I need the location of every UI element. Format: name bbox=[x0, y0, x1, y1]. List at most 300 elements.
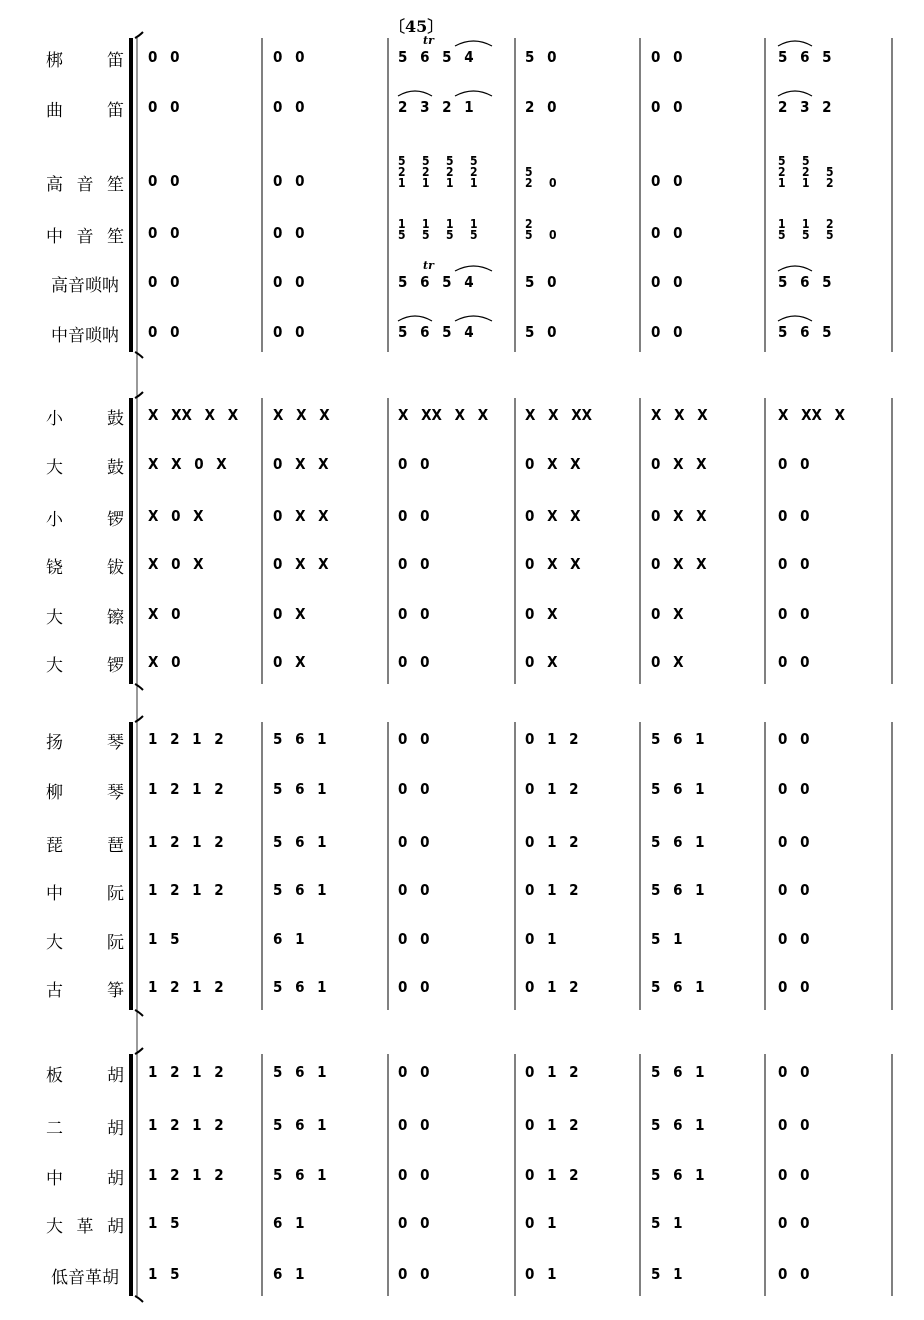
instrument-label-char: 阮 bbox=[107, 883, 124, 904]
chord-note: 1 bbox=[470, 217, 478, 231]
measure-content bbox=[525, 782, 579, 797]
measure-notes: 0 0 bbox=[778, 930, 810, 948]
instrument-label-char: 胡 bbox=[107, 1065, 124, 1086]
measure-content bbox=[273, 835, 327, 850]
chord-note: 2 bbox=[470, 165, 478, 179]
measure-content bbox=[525, 607, 558, 622]
chord-note: 1 bbox=[470, 176, 478, 190]
chord-stack bbox=[422, 156, 430, 189]
measure-notes: 0 0 bbox=[398, 780, 430, 798]
measure-content bbox=[525, 1168, 579, 1183]
chord-note: 0 bbox=[549, 176, 557, 190]
measure-content bbox=[148, 732, 224, 747]
measure-notes: 0 0 bbox=[398, 978, 430, 996]
instrument-label-char: 琶 bbox=[107, 835, 124, 856]
measure-notes: 1 2 1 2 bbox=[148, 833, 224, 851]
measure-notes: 0 0 bbox=[398, 605, 430, 623]
measure-content bbox=[148, 835, 224, 850]
chord-note: 5 bbox=[525, 228, 533, 242]
measure-content bbox=[778, 655, 809, 670]
chord-note: 5 bbox=[778, 228, 786, 242]
chord-note: 2 bbox=[446, 165, 454, 179]
instrument-label-char: 低音革胡 bbox=[51, 1267, 119, 1288]
instrument-label bbox=[46, 222, 124, 246]
measure-content bbox=[525, 165, 635, 190]
measure-content bbox=[525, 275, 556, 290]
trill-mark: tr bbox=[423, 34, 434, 47]
measure-content bbox=[273, 408, 330, 423]
measure-content bbox=[778, 557, 809, 572]
group-bracket-bottom-hook bbox=[135, 684, 143, 690]
measure-content bbox=[398, 655, 429, 670]
instrument-label-char: 笙 bbox=[107, 174, 124, 195]
measure-content bbox=[148, 275, 179, 290]
measure-content bbox=[778, 217, 888, 242]
measure-content bbox=[525, 1118, 579, 1133]
measure-content bbox=[398, 50, 474, 65]
instrument-label-char: 胡 bbox=[107, 1168, 124, 1189]
chord-note: 5 bbox=[525, 165, 533, 179]
chord-note: 1 bbox=[778, 176, 786, 190]
measure-notes: 0 X X bbox=[651, 555, 707, 573]
measure-notes: 5 6 1 bbox=[273, 730, 327, 748]
chord-note: 1 bbox=[398, 217, 406, 231]
measure-content bbox=[148, 1065, 224, 1080]
chord-note: 1 bbox=[422, 217, 430, 231]
chord-note: 5 bbox=[802, 228, 810, 242]
measure-notes: 0 0 bbox=[778, 1214, 810, 1232]
measure-notes: 0 1 2 bbox=[525, 1166, 579, 1184]
measure-notes: 0 0 bbox=[651, 48, 683, 66]
chord-note: 5 bbox=[470, 154, 478, 168]
measure-notes: 0 0 bbox=[273, 98, 305, 116]
measure-content bbox=[778, 1216, 809, 1231]
measure-content bbox=[778, 408, 845, 423]
instrument-label-char: 二 bbox=[46, 1118, 63, 1139]
measure-content bbox=[651, 980, 705, 995]
measure-notes: 0 0 bbox=[148, 323, 180, 341]
instrument-label bbox=[46, 1212, 124, 1236]
chord-stack bbox=[525, 167, 533, 189]
measure-notes: 0 1 2 bbox=[525, 1116, 579, 1134]
chord-note: 2 bbox=[422, 165, 430, 179]
measure-content bbox=[398, 607, 429, 622]
measure-content bbox=[273, 1118, 327, 1133]
instrument-label-char: 柳 bbox=[46, 782, 63, 803]
group-bracket-top-hook bbox=[135, 32, 143, 38]
measure-notes: 1 2 1 2 bbox=[148, 780, 224, 798]
instrument-label bbox=[46, 96, 124, 120]
measure-content bbox=[148, 883, 224, 898]
measure-notes: 6 1 bbox=[273, 930, 305, 948]
measure-content bbox=[273, 174, 304, 189]
measure-notes: 0 1 2 bbox=[525, 833, 579, 851]
measure-notes: X XX X X bbox=[398, 406, 489, 424]
chord-stack bbox=[470, 219, 478, 241]
instrument-label-char: 板 bbox=[46, 1065, 63, 1086]
instrument-label-char: 胡 bbox=[107, 1118, 124, 1139]
measure-notes: 0 X bbox=[525, 653, 558, 671]
chord-note: 1 bbox=[778, 217, 786, 231]
measure-content bbox=[525, 883, 579, 898]
measure-notes: 0 0 bbox=[651, 172, 683, 190]
measure-content bbox=[398, 1267, 429, 1282]
measure-content bbox=[148, 932, 179, 947]
chord-stack bbox=[778, 219, 786, 241]
measure-content bbox=[651, 275, 682, 290]
measure-content bbox=[525, 1267, 556, 1282]
measure-notes: 2 0 bbox=[525, 98, 557, 116]
measure-content bbox=[148, 655, 181, 670]
measure-content bbox=[273, 883, 327, 898]
measure-notes: 0 0 bbox=[148, 273, 180, 291]
measure-content bbox=[148, 1216, 179, 1231]
measure-content bbox=[273, 1065, 327, 1080]
measure-content bbox=[398, 1118, 429, 1133]
instrument-label-char: 筝 bbox=[107, 980, 124, 1001]
measure-content bbox=[651, 509, 707, 524]
measure-content bbox=[651, 408, 708, 423]
chord-stack bbox=[802, 156, 810, 189]
measure-notes: 0 X X bbox=[525, 455, 581, 473]
measure-notes: X 0 X bbox=[148, 507, 204, 525]
measure-content bbox=[273, 557, 329, 572]
measure-content bbox=[273, 100, 304, 115]
measure-notes: 5 1 bbox=[651, 1265, 683, 1283]
measure-content bbox=[148, 226, 179, 241]
instrument-label-char: 铙 bbox=[46, 557, 63, 578]
chord-stack bbox=[549, 230, 557, 241]
measure-notes: 0 0 bbox=[273, 172, 305, 190]
measure-notes: 1 2 1 2 bbox=[148, 1166, 224, 1184]
measure-notes: 6 1 bbox=[273, 1214, 305, 1232]
chord-note: 5 bbox=[826, 165, 834, 179]
measure-notes: 0 X bbox=[651, 653, 684, 671]
measure-content bbox=[651, 50, 682, 65]
measure-notes: 0 0 bbox=[398, 833, 430, 851]
measure-notes: 0 X X bbox=[651, 507, 707, 525]
instrument-label-char: 扬 bbox=[46, 732, 63, 753]
measure-notes: 2 3 2 1 bbox=[398, 98, 474, 116]
measure-notes: X X XX bbox=[525, 406, 593, 424]
measure-content bbox=[273, 325, 304, 340]
measure-notes: X 0 X bbox=[148, 555, 204, 573]
measure-notes: 0 0 bbox=[398, 730, 430, 748]
measure-content bbox=[273, 509, 329, 524]
instrument-label-char: 镲 bbox=[107, 607, 124, 628]
chord-note: 5 bbox=[422, 154, 430, 168]
instrument-label bbox=[46, 778, 124, 802]
measure-content bbox=[651, 835, 705, 850]
measure-content bbox=[778, 932, 809, 947]
measure-content bbox=[778, 607, 809, 622]
measure-notes: 5 1 bbox=[651, 930, 683, 948]
chord-stack bbox=[446, 156, 454, 189]
measure-notes: 0 0 bbox=[273, 224, 305, 242]
chord-stack bbox=[525, 219, 533, 241]
measure-notes: 0 0 bbox=[273, 273, 305, 291]
measure-notes: 0 X bbox=[273, 605, 306, 623]
instrument-label-char: 琴 bbox=[107, 782, 124, 803]
measure-content bbox=[148, 1168, 224, 1183]
measure-notes: 0 X X bbox=[273, 555, 329, 573]
measure-notes: 5 6 1 bbox=[651, 978, 705, 996]
measure-content bbox=[273, 732, 327, 747]
measure-notes: 0 0 bbox=[651, 98, 683, 116]
measure-notes: X X X bbox=[273, 406, 330, 424]
measure-notes: 0 0 bbox=[778, 833, 810, 851]
measure-content bbox=[651, 325, 682, 340]
measure-content bbox=[148, 1118, 224, 1133]
measure-content bbox=[148, 174, 179, 189]
measure-notes: 5 6 5 bbox=[778, 273, 832, 291]
chord-note: 2 bbox=[826, 217, 834, 231]
rehearsal-mark: 〔45〕 bbox=[389, 17, 444, 36]
chord-note: 2 bbox=[525, 217, 533, 231]
measure-content bbox=[398, 782, 429, 797]
measure-notes: X X X bbox=[651, 406, 708, 424]
measure-content bbox=[778, 782, 809, 797]
instrument-label-char: 革 bbox=[76, 1216, 94, 1237]
measure-content bbox=[273, 782, 327, 797]
measure-content bbox=[778, 835, 809, 850]
instrument-label-char: 鼓 bbox=[107, 408, 124, 429]
measure-content bbox=[525, 980, 579, 995]
chord-stack bbox=[778, 156, 786, 189]
trill-mark: tr bbox=[423, 259, 434, 272]
group-bracket-bottom-hook bbox=[135, 352, 143, 358]
measure-content bbox=[273, 1216, 304, 1231]
instrument-label bbox=[46, 603, 124, 627]
measure-content bbox=[778, 1065, 809, 1080]
instrument-label-char: 中 bbox=[46, 1168, 63, 1189]
instrument-label-char: 音 bbox=[76, 174, 94, 195]
measure-notes: 5 0 bbox=[525, 273, 557, 291]
slur bbox=[455, 316, 492, 321]
instrument-label-char: 琴 bbox=[107, 732, 124, 753]
measure-notes: 0 1 2 bbox=[525, 978, 579, 996]
measure-content bbox=[778, 1118, 809, 1133]
measure-notes: 0 0 bbox=[398, 1214, 430, 1232]
measure-content bbox=[651, 782, 705, 797]
measure-content bbox=[651, 883, 705, 898]
measure-content bbox=[778, 275, 832, 290]
measure-notes: 6 1 bbox=[273, 1265, 305, 1283]
measure-content bbox=[398, 932, 429, 947]
measure-content bbox=[398, 408, 488, 423]
measure-notes: 0 1 bbox=[525, 1214, 557, 1232]
instrument-label-char: 梆 bbox=[46, 50, 63, 71]
measure-content bbox=[651, 732, 705, 747]
measure-notes: 5 6 1 bbox=[651, 833, 705, 851]
measure-notes: 0 0 bbox=[273, 323, 305, 341]
measure-notes: 0 0 bbox=[778, 653, 810, 671]
measure-content bbox=[651, 1216, 682, 1231]
measure-content bbox=[148, 607, 181, 622]
instrument-label-char: 音 bbox=[76, 226, 94, 247]
measure-content bbox=[525, 408, 592, 423]
measure-notes: X XX X bbox=[778, 406, 846, 424]
measure-notes: 0 0 bbox=[273, 48, 305, 66]
chord-note: 1 bbox=[446, 217, 454, 231]
measure-content bbox=[273, 50, 304, 65]
group-bracket-top-hook bbox=[135, 392, 143, 398]
measure-notes: 0 0 bbox=[651, 323, 683, 341]
measure-content bbox=[525, 457, 581, 472]
measure-content bbox=[651, 174, 682, 189]
slur bbox=[455, 91, 492, 96]
measure-content bbox=[148, 980, 224, 995]
instrument-label bbox=[46, 1061, 124, 1085]
chord-note: 2 bbox=[826, 176, 834, 190]
measure-content bbox=[525, 325, 556, 340]
measure-content bbox=[398, 732, 429, 747]
measure-notes: 0 0 bbox=[778, 978, 810, 996]
measure-content bbox=[525, 835, 579, 850]
measure-notes: 0 0 bbox=[398, 555, 430, 573]
measure-content bbox=[651, 1168, 705, 1183]
measure-content bbox=[398, 1168, 429, 1183]
measure-content bbox=[398, 1065, 429, 1080]
measure-content bbox=[525, 732, 579, 747]
measure-notes: 0 0 bbox=[778, 605, 810, 623]
measure-notes: 0 0 bbox=[398, 653, 430, 671]
slur bbox=[778, 91, 812, 96]
measure-notes: 0 X X bbox=[525, 507, 581, 525]
measure-notes: 5 6 5 4 bbox=[398, 273, 474, 291]
instrument-label-char: 小 bbox=[46, 509, 63, 530]
measure-notes: 0 0 bbox=[778, 1116, 810, 1134]
measure-notes: 5 6 1 bbox=[273, 1166, 327, 1184]
measure-notes: 0 0 bbox=[398, 1063, 430, 1081]
chord-stack bbox=[398, 219, 406, 241]
measure-notes: 5 6 1 bbox=[273, 1063, 327, 1081]
measure-notes: 0 0 bbox=[398, 1166, 430, 1184]
slur bbox=[398, 91, 432, 96]
measure-content bbox=[398, 325, 474, 340]
instrument-label bbox=[46, 1114, 124, 1138]
measure-content bbox=[398, 883, 429, 898]
measure-notes: 1 2 1 2 bbox=[148, 881, 224, 899]
chord-stack bbox=[446, 219, 454, 241]
chord-note: 5 bbox=[398, 154, 406, 168]
measure-content bbox=[651, 226, 682, 241]
instrument-label-char: 古 bbox=[46, 980, 63, 1001]
measure-notes: 1 2 1 2 bbox=[148, 978, 224, 996]
measure-notes: 0 1 2 bbox=[525, 1063, 579, 1081]
measure-content bbox=[778, 154, 888, 190]
measure-notes: 0 X X bbox=[273, 507, 329, 525]
measure-notes: 5 6 1 bbox=[651, 1166, 705, 1184]
group-bracket-top-hook bbox=[135, 1048, 143, 1054]
instrument-label-char: 胡 bbox=[107, 1216, 124, 1237]
instrument-label-char: 阮 bbox=[107, 932, 124, 953]
measure-content bbox=[778, 509, 809, 524]
chord-note: 5 bbox=[470, 228, 478, 242]
measure-notes: 0 0 bbox=[778, 455, 810, 473]
slur bbox=[398, 316, 432, 321]
measure-notes: 0 X X bbox=[525, 555, 581, 573]
instrument-label-char: 大 bbox=[46, 932, 63, 953]
instrument-label bbox=[46, 1164, 124, 1188]
measure-notes: 5 6 1 bbox=[651, 1063, 705, 1081]
measure-content bbox=[273, 457, 329, 472]
measure-content bbox=[778, 50, 832, 65]
instrument-label bbox=[46, 1263, 124, 1287]
chord-note: 1 bbox=[422, 176, 430, 190]
instrument-label-char: 小 bbox=[46, 408, 63, 429]
measure-content bbox=[525, 100, 556, 115]
measure-notes: 0 0 bbox=[778, 555, 810, 573]
measure-notes: 0 0 bbox=[148, 224, 180, 242]
instrument-label-char: 钹 bbox=[107, 557, 124, 578]
measure-notes: 0 0 bbox=[398, 1116, 430, 1134]
chord-stack bbox=[549, 178, 557, 189]
slur bbox=[455, 41, 492, 46]
measure-notes: 0 0 bbox=[651, 273, 683, 291]
measure-notes: 0 1 2 bbox=[525, 780, 579, 798]
chord-note: 1 bbox=[802, 217, 810, 231]
measure-content bbox=[273, 275, 304, 290]
chord-note: 5 bbox=[398, 228, 406, 242]
measure-content bbox=[651, 1267, 682, 1282]
instrument-label bbox=[46, 271, 124, 295]
measure-content bbox=[778, 1168, 809, 1183]
instrument-label-char: 锣 bbox=[107, 655, 124, 676]
measure-notes: 0 0 bbox=[778, 1166, 810, 1184]
measure-notes: 0 0 bbox=[778, 1063, 810, 1081]
chord-stack bbox=[422, 219, 430, 241]
measure-content bbox=[778, 100, 832, 115]
measure-content bbox=[148, 457, 227, 472]
measure-content bbox=[148, 408, 238, 423]
measure-notes: 0 0 bbox=[651, 224, 683, 242]
chord-note: 2 bbox=[525, 176, 533, 190]
measure-notes: 5 0 bbox=[525, 48, 557, 66]
measure-notes: 5 6 1 bbox=[273, 833, 327, 851]
measure-content bbox=[148, 50, 179, 65]
slur bbox=[455, 266, 492, 271]
measure-notes: 5 6 5 4 bbox=[398, 48, 474, 66]
measure-notes: 0 1 bbox=[525, 930, 557, 948]
measure-content bbox=[525, 932, 556, 947]
measure-notes: 0 0 bbox=[398, 881, 430, 899]
measure-content bbox=[525, 509, 581, 524]
measure-notes: 5 1 bbox=[651, 1214, 683, 1232]
measure-content bbox=[398, 557, 429, 572]
instrument-label bbox=[46, 453, 124, 477]
measure-content bbox=[651, 557, 707, 572]
chord-note: 1 bbox=[446, 176, 454, 190]
measure-notes: 1 2 1 2 bbox=[148, 1116, 224, 1134]
measure-content bbox=[148, 325, 179, 340]
measure-content bbox=[273, 607, 306, 622]
measure-notes: 0 0 bbox=[398, 930, 430, 948]
measure-notes: 0 0 bbox=[148, 98, 180, 116]
chord-note: 1 bbox=[398, 176, 406, 190]
measure-notes: 0 0 bbox=[148, 48, 180, 66]
instrument-label bbox=[46, 651, 124, 675]
measure-content bbox=[778, 1267, 809, 1282]
measure-content bbox=[525, 50, 556, 65]
chord-note: 5 bbox=[422, 228, 430, 242]
measure-notes: 1 5 bbox=[148, 1214, 180, 1232]
measure-content bbox=[398, 835, 429, 850]
measure-notes: 5 0 bbox=[525, 323, 557, 341]
measure-content bbox=[148, 1267, 179, 1282]
measure-notes: 0 0 bbox=[398, 507, 430, 525]
slur bbox=[778, 316, 812, 321]
